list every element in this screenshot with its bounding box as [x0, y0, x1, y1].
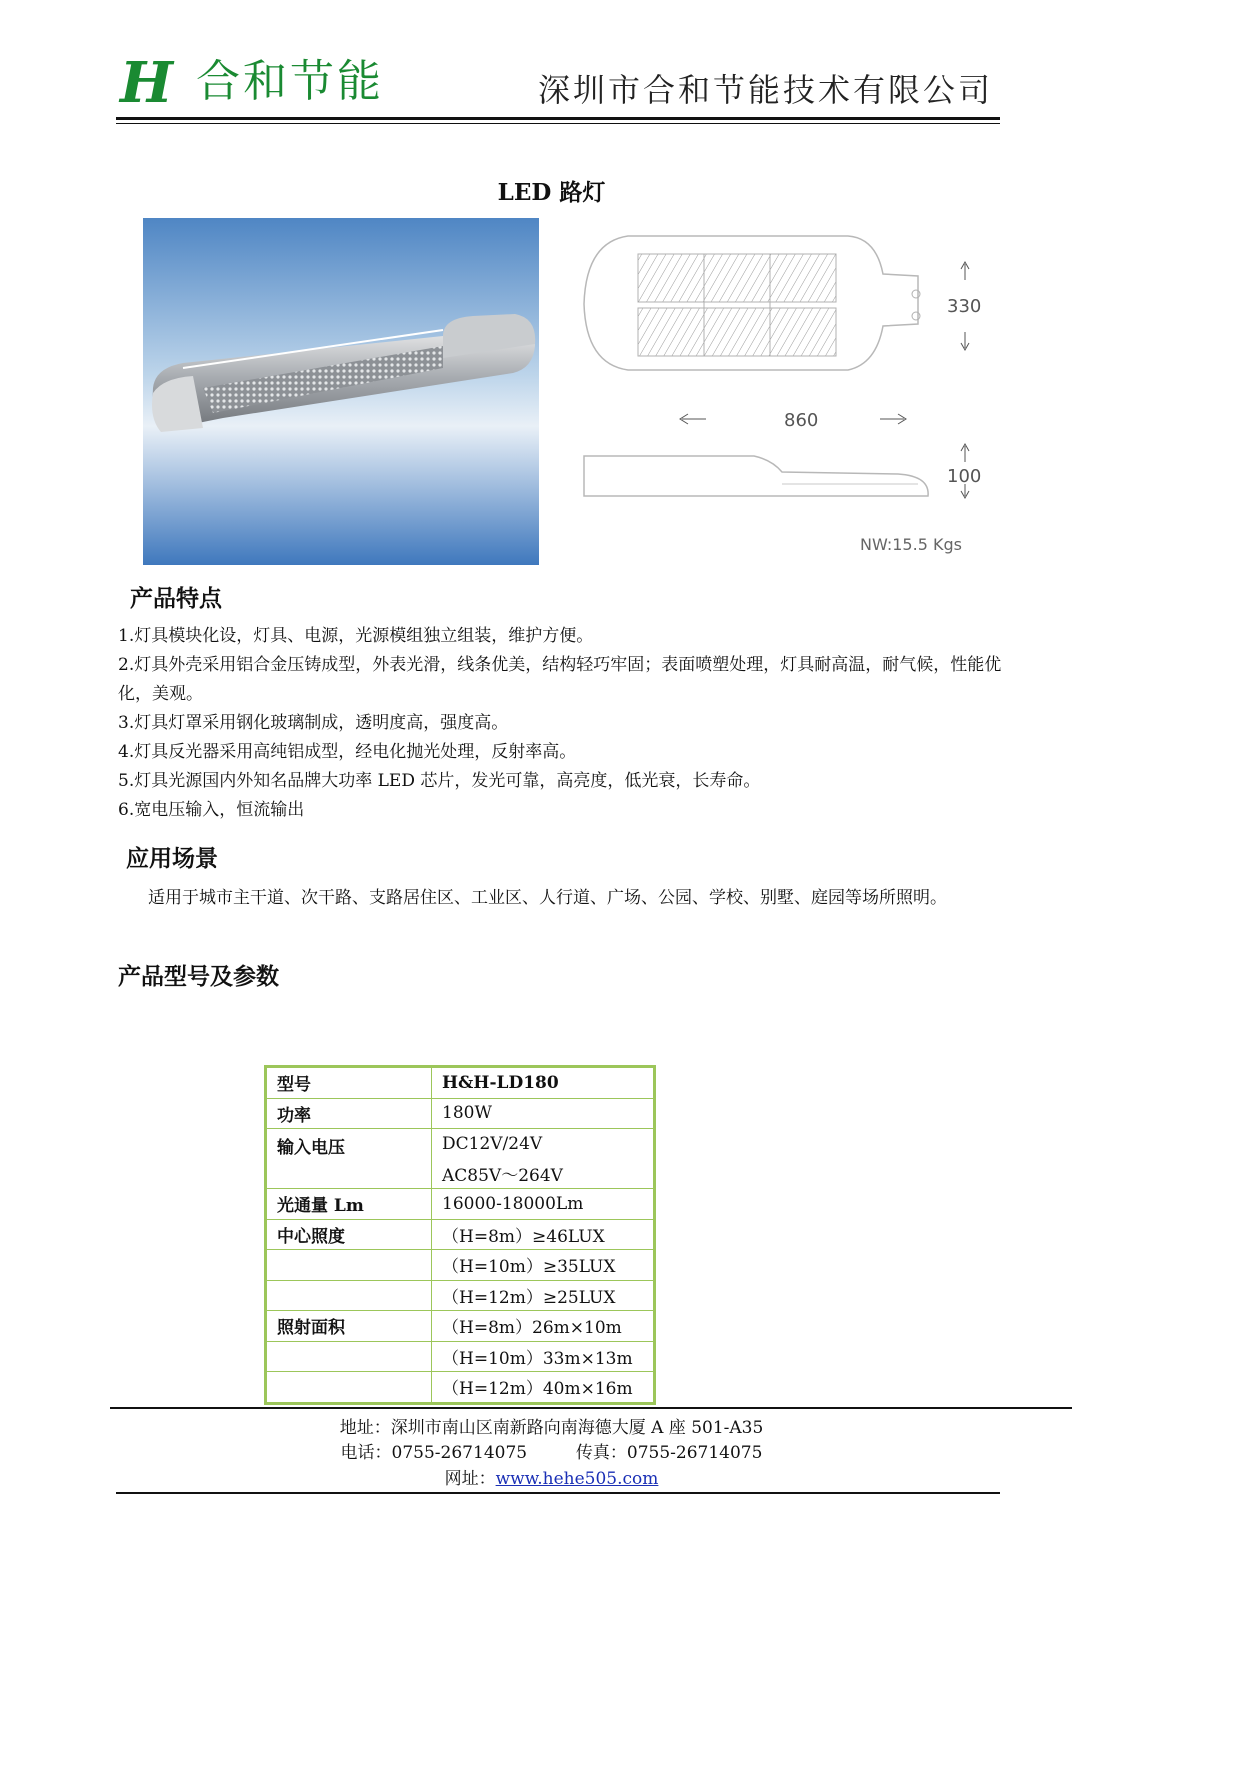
height-dimension: 330 [947, 296, 982, 317]
footer-phone: 电话：0755-26714075 [340, 1443, 528, 1463]
table-row [266, 1098, 655, 1129]
spec-value: （H=8m）26m×10m [432, 1311, 655, 1342]
footer-web-label: 网址： [444, 1469, 496, 1489]
footer-rule-top [110, 1407, 1072, 1409]
footer-fax: 传真：0755-26714075 [575, 1443, 763, 1463]
logo-mark [118, 52, 184, 110]
spec-value: （H=12m）≥25LUX [432, 1280, 655, 1311]
spec-value: H&H-LD180 [432, 1067, 655, 1099]
spec-value: （H=10m）33m×13m [432, 1341, 655, 1372]
logo-letter: H [120, 52, 173, 110]
application-heading: 应用场景 [126, 846, 218, 872]
spec-key: 型号 [266, 1067, 432, 1099]
footer-web [0, 1466, 1103, 1492]
features-heading: 产品特点 [130, 586, 222, 612]
product-photo [143, 218, 539, 565]
spec-key: 中心照度 [266, 1219, 432, 1250]
spec-key: 光通量 Lm [266, 1189, 432, 1220]
feature-item: 6.宽电压输入，恒流输出 [118, 800, 305, 820]
table-row [266, 1341, 655, 1372]
table-row [266, 1372, 655, 1404]
depth-dimension: 100 [947, 466, 982, 487]
table-row [266, 1067, 655, 1099]
header-rule-thick [116, 117, 1000, 120]
table-row [266, 1189, 655, 1220]
feature-item: 1.灯具模块化设，灯具、电源，光源模组独立组装，维护方便。 [118, 626, 594, 646]
table-row [266, 1311, 655, 1342]
table-row [266, 1250, 655, 1281]
spec-value: 16000-18000Lm [432, 1189, 655, 1220]
application-text: 适用于城市主干道、次干路、支路居住区、工业区、人行道、广场、公园、学校、别墅、庭园等场所照明。 [148, 888, 947, 908]
spec-value: DC12V/24V [432, 1129, 655, 1159]
spec-key: 照射面积 [266, 1311, 432, 1342]
spec-value: 180W [432, 1098, 655, 1129]
spec-value: （H=10m）≥35LUX [432, 1250, 655, 1281]
spec-table [264, 1065, 656, 1405]
footer-contact [0, 1440, 1103, 1466]
spec-value: （H=8m）≥46LUX [432, 1219, 655, 1250]
spec-key: 输入电压 [266, 1129, 432, 1189]
feature-item: 3.灯具灯罩采用钢化玻璃制成，透明度高，强度高。 [118, 713, 509, 733]
spec-key [266, 1372, 432, 1404]
spec-key [266, 1280, 432, 1311]
spec-value: AC85V～264V [432, 1159, 655, 1189]
spec-value: （H=12m）40m×16m [432, 1372, 655, 1404]
specs-heading: 产品型号及参数 [118, 964, 279, 990]
page-title: LED 路灯 [497, 179, 606, 206]
table-row [266, 1280, 655, 1311]
table-row [266, 1129, 655, 1159]
website-link[interactable]: www.hehe505.com [495, 1469, 659, 1489]
spec-key: 功率 [266, 1098, 432, 1129]
feature-item: 5.灯具光源国内外知名品牌大功率 LED 芯片，发光可靠，高亮度，低光衰，长寿命。 [118, 771, 761, 791]
header-rule-thin [116, 123, 1000, 124]
spec-key [266, 1341, 432, 1372]
footer-rule-bottom [116, 1492, 1000, 1494]
table-row [266, 1219, 655, 1250]
company-name: 深圳市合和节能技术有限公司 [538, 71, 994, 109]
spec-key [266, 1250, 432, 1281]
logo-text: 合和节能 [196, 56, 384, 107]
net-weight: NW:15.5 Kgs [860, 535, 962, 554]
feature-item: 4.灯具反光器采用高纯铝成型，经电化抛光处理，反射率高。 [118, 742, 577, 762]
feature-item: 2.灯具外壳采用铝合金压铸成型，外表光滑，线条优美，结构轻巧牢固；表面喷塑处理，灯具耐高温，耐气候，性能优化，美观。 [118, 655, 1002, 704]
technical-drawing [578, 224, 998, 564]
footer-address: 地址：深圳市南山区南新路向南海德大厦 A 座 501-A35 [339, 1418, 764, 1438]
features-list [118, 622, 1004, 825]
width-dimension: 860 [784, 410, 819, 431]
